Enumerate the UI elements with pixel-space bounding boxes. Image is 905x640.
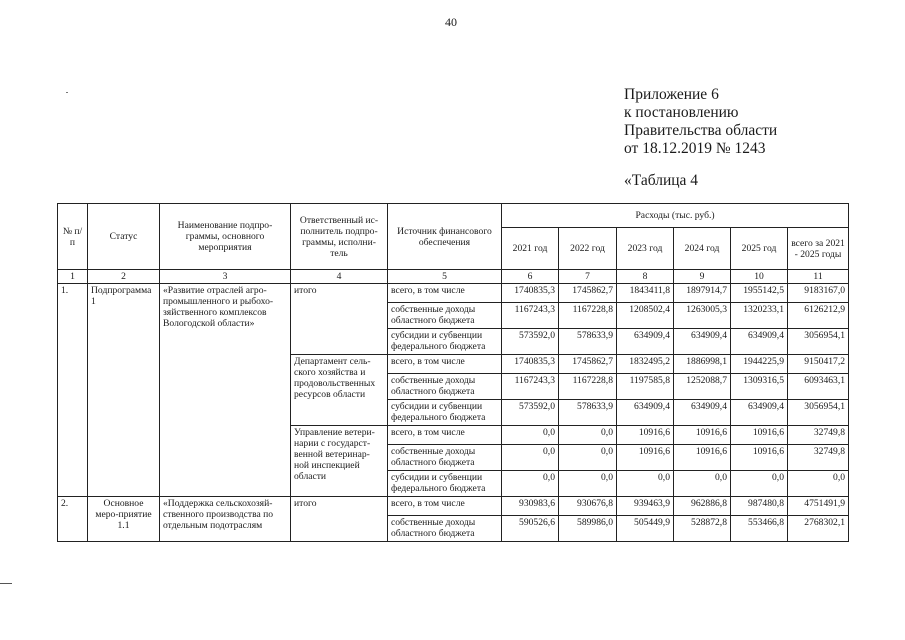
column-number: 2 [88,270,160,284]
column-number: 7 [559,270,617,284]
row-source: субсидии и субвенции федерального бюджета [388,471,502,497]
header-expenses: Расходы (тыс. руб.) [502,204,849,228]
header-year: 2025 год [731,228,788,270]
value-cell: 1944225,9 [731,355,788,374]
value-cell: 505449,9 [617,516,674,542]
row-source: всего, в том числе [388,284,502,303]
header-year: 2023 год [617,228,674,270]
value-cell: 0,0 [617,471,674,497]
page-number: 40 [445,15,457,29]
header-year: 2022 год [559,228,617,270]
value-cell: 32749,8 [788,426,849,445]
row-source: всего, в том числе [388,497,502,516]
value-cell: 3056954,1 [788,329,849,355]
header-year-total: всего за 2021 - 2025 годы [788,228,849,270]
value-cell: 634909,4 [674,329,731,355]
appendix-header [624,86,777,158]
value-cell: 6093463,1 [788,374,849,400]
value-cell: 32749,8 [788,445,849,471]
column-number: 6 [502,270,559,284]
row-executor: Департамент сель-ского хозяйства и продовольственных ресурсов области [291,355,388,426]
value-cell: 10916,6 [674,445,731,471]
appendix-line-4: от 18.12.2019 № 1243 [624,140,766,157]
header-name: Наименование подпро-граммы, основного мероприятия [160,204,291,270]
value-cell: 1843411,8 [617,284,674,303]
value-cell: 589986,0 [559,516,617,542]
value-cell: 3056954,1 [788,400,849,426]
value-cell: 0,0 [788,471,849,497]
header-executor: Ответственный ис-полнитель подпро-граммы, исполни-тель [291,204,388,270]
value-cell: 1197585,8 [617,374,674,400]
row-executor: итого [291,497,388,542]
value-cell: 634909,4 [617,329,674,355]
value-cell: 1252088,7 [674,374,731,400]
budget-table [57,203,849,542]
value-cell: 634909,4 [731,400,788,426]
value-cell: 634909,4 [731,329,788,355]
value-cell: 1740835,3 [502,355,559,374]
column-number: 1 [58,270,88,284]
value-cell: 987480,8 [731,497,788,516]
row-name: «Развитие отраслей агро-промышленного и рыбохо-зяйственного комплексов Вологодской области» [160,284,291,497]
appendix-line-3: Правительства области [624,122,778,139]
table-row [58,497,849,516]
row-source: собственные доходы областного бюджета [388,445,502,471]
value-cell: 1745862,7 [559,355,617,374]
value-cell: 962886,8 [674,497,731,516]
value-cell: 0,0 [502,471,559,497]
header-num: № п/п [58,204,88,270]
value-cell: 10916,6 [617,445,674,471]
column-number-row [58,270,849,284]
value-cell: 930983,6 [502,497,559,516]
appendix-line-1: Приложение 6 [624,86,719,103]
appendix-line-2: к постановлению [624,104,739,121]
value-cell: 10916,6 [674,426,731,445]
value-cell: 1167243,3 [502,303,559,329]
value-cell: 0,0 [559,426,617,445]
value-cell: 4751491,9 [788,497,849,516]
row-name: «Поддержка сельскохозяй-ственного производства по отдельным подотраслям [160,497,291,542]
value-cell: 578633,9 [559,329,617,355]
value-cell: 1832495,2 [617,355,674,374]
value-cell: 1208502,4 [617,303,674,329]
row-status: Основное меро-приятие 1.1 [88,497,160,542]
value-cell: 578633,9 [559,400,617,426]
value-cell: 573592,0 [502,400,559,426]
column-number: 3 [160,270,291,284]
header-row-1 [58,204,849,228]
value-cell: 10916,6 [731,445,788,471]
value-cell: 1745862,7 [559,284,617,303]
row-source: субсидии и субвенции федерального бюджета [388,329,502,355]
value-cell: 1167243,3 [502,374,559,400]
table-row [58,284,849,303]
table-label: «Таблица 4 [624,172,699,189]
value-cell: 1320233,1 [731,303,788,329]
row-num: 2. [58,497,88,542]
value-cell: 939463,9 [617,497,674,516]
value-cell: 1309316,5 [731,374,788,400]
value-cell: 553466,8 [731,516,788,542]
value-cell: 6126212,9 [788,303,849,329]
row-source: всего, в том числе [388,355,502,374]
value-cell: 10916,6 [617,426,674,445]
header-source: Источник финансового обеспечения [388,204,502,270]
value-cell: 590526,6 [502,516,559,542]
value-cell: 634909,4 [617,400,674,426]
row-source: собственные доходы областного бюджета [388,303,502,329]
header-year: 2021 год [502,228,559,270]
value-cell: 1897914,7 [674,284,731,303]
value-cell: 0,0 [674,471,731,497]
value-cell: 1955142,5 [731,284,788,303]
header-status: Статус [88,204,160,270]
value-cell: 634909,4 [674,400,731,426]
row-source: субсидии и субвенции федерального бюджета [388,400,502,426]
value-cell: 1740835,3 [502,284,559,303]
value-cell: 9183167,0 [788,284,849,303]
row-num: 1. [58,284,88,497]
value-cell: 930676,8 [559,497,617,516]
column-number: 10 [731,270,788,284]
value-cell: 0,0 [502,426,559,445]
column-number: 8 [617,270,674,284]
value-cell: 0,0 [502,445,559,471]
header-year: 2024 год [674,228,731,270]
row-executor: Управление ветери-нарии с государст-венной ветеринар-ной инспекцией области [291,426,388,497]
row-source: всего, в том числе [388,426,502,445]
value-cell: 10916,6 [731,426,788,445]
column-number: 9 [674,270,731,284]
row-executor: итого [291,284,388,355]
row-source: собственные доходы областного бюджета [388,516,502,542]
value-cell: 1263005,3 [674,303,731,329]
value-cell: 0,0 [731,471,788,497]
row-source: собственные доходы областного бюджета [388,374,502,400]
row-status: Подпрограмма 1 [88,284,160,497]
column-number: 5 [388,270,502,284]
value-cell: 1167228,8 [559,303,617,329]
column-number: 4 [291,270,388,284]
value-cell: 573592,0 [502,329,559,355]
margin-mark [0,583,12,584]
value-cell: 9150417,2 [788,355,849,374]
value-cell: 2768302,1 [788,516,849,542]
value-cell: 1167228,8 [559,374,617,400]
scan-speck [66,92,68,93]
value-cell: 528872,8 [674,516,731,542]
value-cell: 0,0 [559,445,617,471]
value-cell: 1886998,1 [674,355,731,374]
value-cell: 0,0 [559,471,617,497]
column-number: 11 [788,270,849,284]
